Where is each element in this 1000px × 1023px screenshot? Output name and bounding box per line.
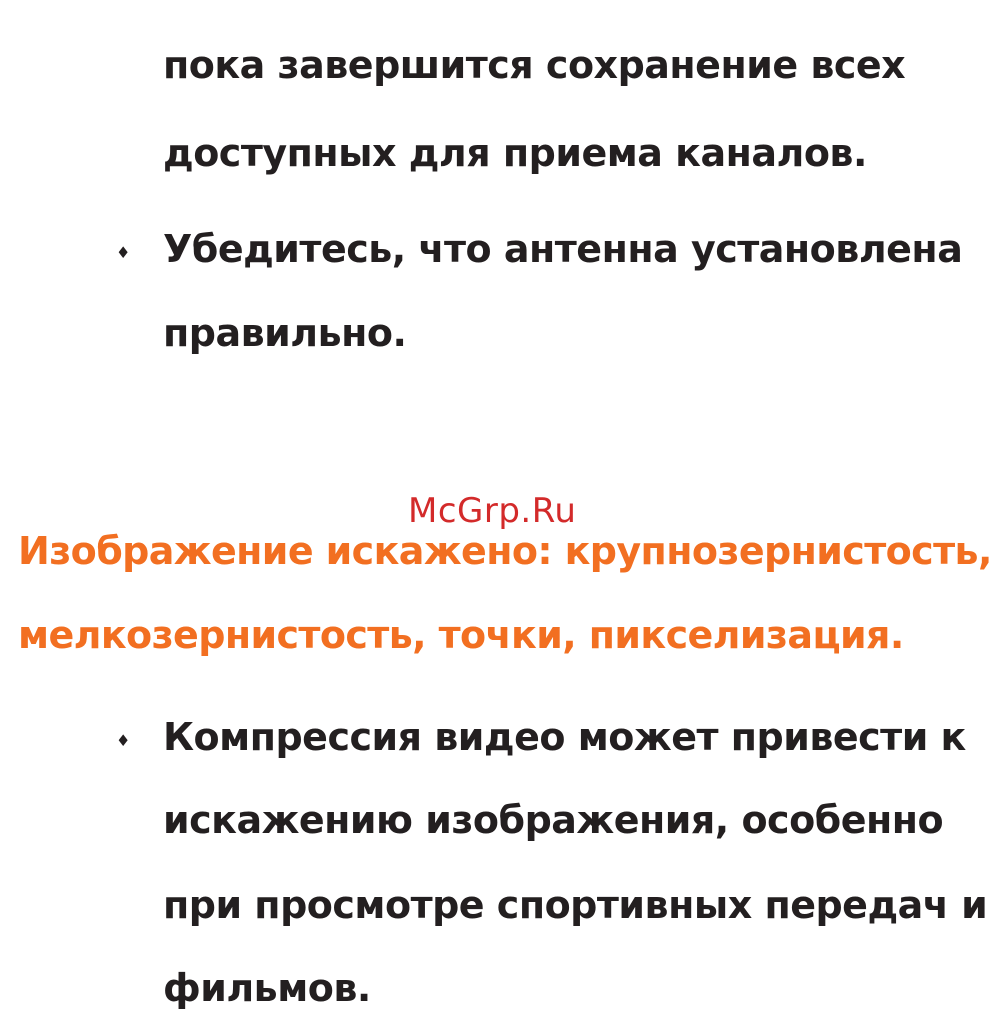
section-heading: мелкозернистость, точки, пикселизация. xyxy=(18,613,904,657)
watermark-text: McGrp.Ru xyxy=(408,491,577,531)
paragraph-line: пока завершится сохранение всех xyxy=(163,43,906,87)
bullet-item-line: фильмов. xyxy=(163,966,371,1010)
bullet-item-line: искажению изображения, особенно xyxy=(163,798,944,842)
bullet-item-line: при просмотре спортивных передач и xyxy=(163,883,988,927)
section-heading: Изображение искажено: крупнозернистость, xyxy=(18,529,992,573)
paragraph-line: доступных для приема каналов. xyxy=(163,131,867,175)
bullet-icon: ♦ xyxy=(116,731,131,750)
bullet-item-line: правильно. xyxy=(163,311,407,355)
bullet-item-line: Компрессия видео может привести к xyxy=(163,715,966,759)
bullet-icon: ♦ xyxy=(116,243,131,262)
bullet-item-line: Убедитесь, что антенна установлена xyxy=(163,227,963,271)
